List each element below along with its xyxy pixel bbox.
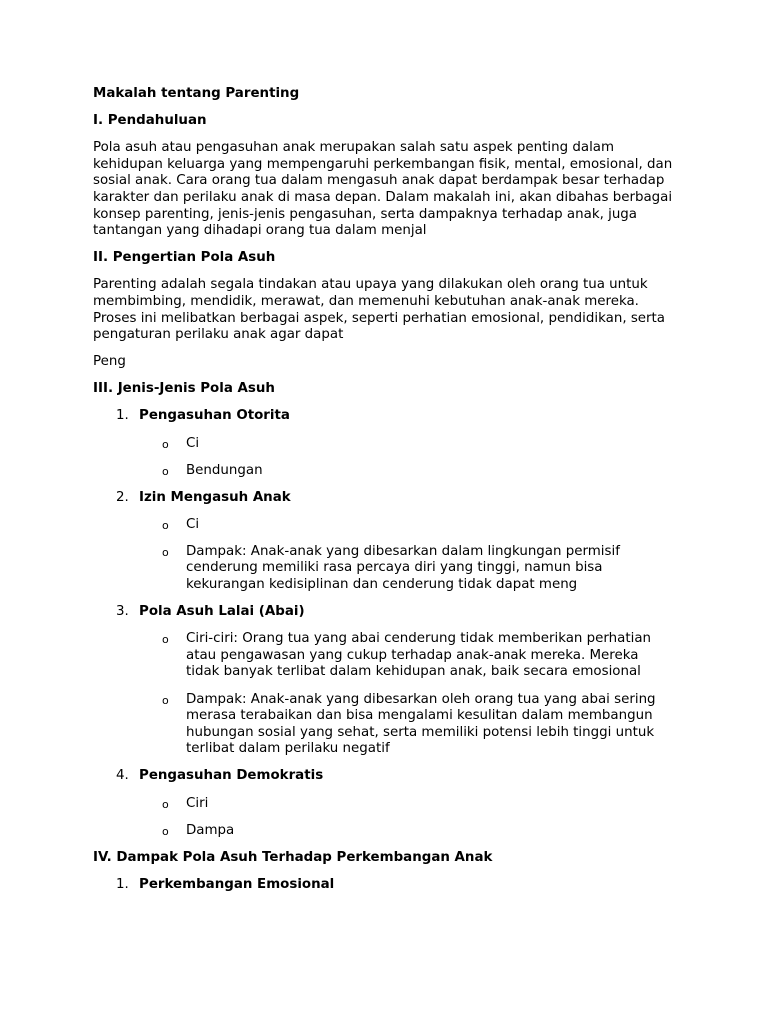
bullet-item bbox=[93, 517, 666, 534]
document-title: Makalah tentang Parenting bbox=[93, 86, 300, 101]
list-item bbox=[93, 877, 683, 894]
list-item bbox=[93, 490, 683, 507]
bullet-text: Bendungan bbox=[186, 462, 263, 478]
section-1-paragraph: Pola asuh atau pengasuhan anak merupakan salah satu aspek penting dalam kehidupan keluarga yang mempengaruhi perkembangan fisik, mental, emosional, dan sosial anak. Cara orang tua dalam mengasuh anak dapat berdampak besar terhadap karakter dan perilaku anak di masa depan. Dalam makalah ini, akan dibahas berbagai konsep parenting, jenis-jenis pengasuhan, serta dampaknya terhadap anak, juga tantangan yang dihadapi orang tua dalam menjal bbox=[93, 140, 673, 239]
section-3-heading: III. Jenis-Jenis Pola Asuh bbox=[93, 381, 275, 397]
list-item bbox=[93, 604, 683, 621]
list-number: 2. bbox=[116, 489, 129, 505]
bullet-marker: o bbox=[162, 633, 169, 647]
bullet-item bbox=[93, 692, 666, 758]
bullet-item bbox=[93, 796, 666, 813]
bullet-text: Dampak: Anak-anak yang dibesarkan dalam lingkungan permisif cenderung memiliki rasa percaya diri yang tinggi, namun bisa kekurangan kedisiplinan dan cenderung tidak dapat meng bbox=[186, 543, 620, 593]
section-4-heading: IV. Dampak Pola Asuh Terhadap Perkembangan Anak bbox=[93, 849, 493, 865]
section-1-heading: I. Pendahuluan bbox=[93, 113, 207, 129]
bullet-text: Dampak: Anak-anak yang dibesarkan oleh orang tua yang abai sering merasa terabaikan dan bisa mengalami kesulitan dalam membangun hubungan sosial yang sehat, serta memiliki potensi lebih tinggi untuk terlibat dalam perilaku negatif bbox=[186, 691, 656, 757]
list-item bbox=[93, 768, 683, 785]
bullet-marker: o bbox=[162, 518, 169, 532]
list-item-title: Pengasuhan Demokratis bbox=[139, 768, 324, 784]
list-item-title: Pengasuhan Otorita bbox=[139, 408, 290, 424]
list-item-title: Perkembangan Emosional bbox=[139, 876, 335, 892]
bullet-text: Ciri bbox=[186, 795, 209, 811]
list-item-title: Izin Mengasuh Anak bbox=[139, 489, 291, 505]
bullet-text: Ci bbox=[186, 516, 200, 532]
bullet-item bbox=[93, 436, 666, 453]
bullet-marker: o bbox=[162, 693, 169, 707]
list-number: 1. bbox=[116, 408, 129, 424]
bullet-text: Ciri-ciri: Orang tua yang abai cenderung tidak memberikan perhatian atau pengawasan yang cukup terhadap anak-anak mereka. Mereka tidak banyak terlibat dalam kehidupan anak, baik secara emosional bbox=[186, 631, 652, 680]
bullet-item bbox=[93, 631, 666, 681]
section-2-paragraph: Parenting adalah segala tindakan atau upaya yang dilakukan oleh orang tua untuk membimbing, mendidik, merawat, dan memenuhi kebutuhan anak-anak mereka. Proses ini melibatkan berbagai aspek, seperti perhatian emosional, pendidikan, serta pengaturan perilaku anak agar dapat bbox=[93, 277, 666, 343]
list-item-title: Pola Asuh Lalai (Abai) bbox=[139, 604, 305, 620]
list-number: 1. bbox=[116, 876, 129, 892]
bullet-text: Ci bbox=[186, 435, 200, 451]
bullet-text: Dampa bbox=[186, 822, 235, 838]
bullet-item bbox=[93, 823, 666, 840]
list-item bbox=[93, 408, 683, 425]
bullet-marker: o bbox=[162, 545, 169, 559]
section-2-paragraph-2: Peng bbox=[93, 354, 126, 370]
bullet-marker: o bbox=[162, 437, 169, 451]
list-number: 3. bbox=[116, 604, 129, 620]
bullet-item bbox=[93, 544, 666, 594]
bullet-marker: o bbox=[162, 797, 169, 811]
document-page bbox=[93, 86, 683, 904]
list-number: 4. bbox=[116, 768, 129, 784]
bullet-marker: o bbox=[162, 824, 169, 838]
section-2-heading: II. Pengertian Pola Asuh bbox=[93, 250, 276, 266]
bullet-marker: o bbox=[162, 464, 169, 478]
bullet-item bbox=[93, 463, 666, 480]
